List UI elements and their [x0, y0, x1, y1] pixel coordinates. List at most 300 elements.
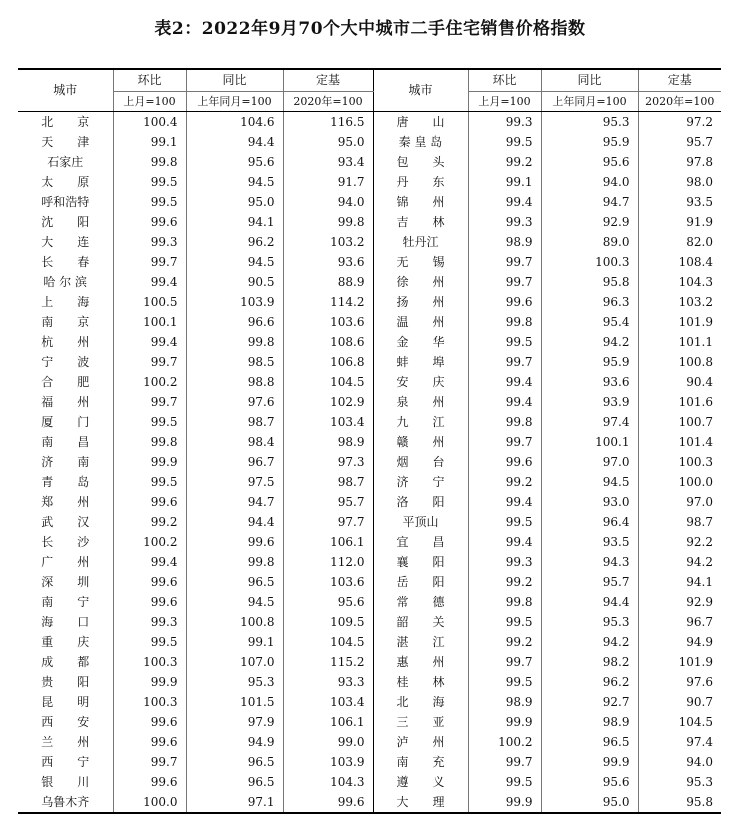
right-yoy-cell: 92.7	[541, 692, 638, 712]
right-city-cell: 湛 江	[373, 632, 468, 652]
left-yoy-cell: 98.7	[186, 412, 283, 432]
right-mom-cell: 99.9	[468, 712, 541, 732]
right-mom-cell: 99.1	[468, 172, 541, 192]
right-fixed-cell: 96.7	[686, 615, 713, 629]
left-mom-cell: 99.7	[113, 392, 186, 412]
left-yoy-cell: 97.1	[186, 792, 283, 813]
right-city-cell: 宜 昌	[373, 532, 468, 552]
left-mom-cell: 99.5	[113, 472, 186, 492]
table-row	[18, 752, 721, 772]
right-city-cell: 韶 关	[373, 612, 468, 632]
left-city-cell: 杭 州	[18, 332, 113, 352]
table-row	[18, 212, 721, 232]
left-fixed-cell: 106.8	[283, 352, 373, 372]
right-yoy-cell: 94.5	[541, 472, 638, 492]
left-city-cell: 长 沙	[18, 532, 113, 552]
right-fixed-cell: 92.2	[686, 535, 713, 549]
right-yoy-cell: 94.2	[541, 332, 638, 352]
left-mom-cell: 99.6	[113, 492, 186, 512]
left-fixed-cell: 106.1	[283, 712, 373, 732]
table-row	[18, 732, 721, 752]
left-city-cell: 武 汉	[18, 512, 113, 532]
left-mom-cell: 100.2	[113, 372, 186, 392]
right-city-cell: 秦 皇 岛	[373, 132, 468, 152]
right-fixed-cell: 101.9	[678, 655, 713, 669]
right-city-cell: 惠 州	[373, 652, 468, 672]
left-fixed-cell: 103.2	[283, 232, 373, 252]
right-mom-cell: 99.7	[468, 272, 541, 292]
right-mom-cell: 99.2	[468, 152, 541, 172]
left-yoy-cell: 95.6	[186, 152, 283, 172]
left-fixed-cell: 104.3	[283, 772, 373, 792]
left-yoy-cell: 94.1	[186, 212, 283, 232]
right-yoy-cell: 95.3	[541, 112, 638, 133]
right-city-cell: 襄 阳	[373, 552, 468, 572]
left-fixed-cell: 103.4	[283, 412, 373, 432]
right-yoy-cell: 93.6	[541, 372, 638, 392]
left-fixed-cell: 99.0	[283, 732, 373, 752]
left-city-cell: 南 京	[18, 312, 113, 332]
right-mom-cell: 99.4	[468, 372, 541, 392]
right-yoy-cell: 95.9	[541, 352, 638, 372]
right-yoy-cell: 96.5	[541, 732, 638, 752]
right-fixed-cell: 94.1	[686, 575, 713, 589]
right-mom-cell: 99.2	[468, 472, 541, 492]
left-yoy-cell: 96.2	[186, 232, 283, 252]
left-yoy-cell: 94.4	[186, 512, 283, 532]
left-mom-cell: 100.2	[113, 532, 186, 552]
right-yoy-cell: 95.7	[541, 572, 638, 592]
left-mom-cell: 99.8	[113, 152, 186, 172]
header-fixed-base-right: 2020年=100	[638, 92, 721, 112]
header-fixed-base: 2020年=100	[283, 92, 373, 112]
header-yoy-base: 上年同月=100	[186, 92, 283, 112]
right-mom-cell: 99.8	[468, 412, 541, 432]
left-yoy-cell: 94.5	[186, 592, 283, 612]
left-yoy-cell: 96.7	[186, 452, 283, 472]
left-fixed-cell: 116.5	[283, 112, 373, 133]
header-city-right: 城市	[373, 69, 468, 112]
left-city-cell: 乌鲁木齐	[18, 792, 113, 813]
left-yoy-cell: 98.4	[186, 432, 283, 452]
right-fixed-cell: 97.8	[686, 155, 713, 169]
left-mom-cell: 99.3	[113, 612, 186, 632]
right-mom-cell: 99.4	[468, 392, 541, 412]
left-mom-cell: 99.8	[113, 432, 186, 452]
right-yoy-cell: 95.3	[541, 612, 638, 632]
right-fixed-cell: 98.0	[686, 175, 713, 189]
left-city-cell: 大 连	[18, 232, 113, 252]
left-city-cell: 长 春	[18, 252, 113, 272]
left-city-cell: 哈 尔 滨	[18, 272, 113, 292]
table-row	[18, 132, 721, 152]
left-city-cell: 兰 州	[18, 732, 113, 752]
left-fixed-cell: 93.4	[283, 152, 373, 172]
table-row	[18, 712, 721, 732]
left-fixed-cell: 93.3	[283, 672, 373, 692]
left-yoy-cell: 98.5	[186, 352, 283, 372]
left-fixed-cell: 103.9	[283, 752, 373, 772]
right-city-cell: 徐 州	[373, 272, 468, 292]
right-mom-cell: 99.7	[468, 252, 541, 272]
right-city-cell: 温 州	[373, 312, 468, 332]
right-yoy-cell: 96.2	[541, 672, 638, 692]
left-yoy-cell: 94.7	[186, 492, 283, 512]
left-mom-cell: 99.6	[113, 212, 186, 232]
table-row	[18, 152, 721, 172]
table-row	[18, 512, 721, 532]
left-fixed-cell: 97.3	[283, 452, 373, 472]
right-yoy-cell: 96.3	[541, 292, 638, 312]
table-row	[18, 232, 721, 252]
left-city-cell: 成 都	[18, 652, 113, 672]
right-city-cell: 平顶山	[373, 512, 468, 532]
right-mom-cell: 99.3	[468, 552, 541, 572]
left-yoy-cell: 90.5	[186, 272, 283, 292]
left-fixed-cell: 94.0	[283, 192, 373, 212]
left-fixed-cell: 91.7	[283, 172, 373, 192]
right-yoy-cell: 94.2	[541, 632, 638, 652]
right-yoy-cell: 99.9	[541, 752, 638, 772]
left-fixed-cell: 98.7	[283, 472, 373, 492]
left-city-cell: 厦 门	[18, 412, 113, 432]
right-fixed-cell: 104.5	[678, 715, 713, 729]
header-mom: 环比	[113, 69, 186, 92]
left-yoy-cell: 97.9	[186, 712, 283, 732]
right-mom-cell: 99.5	[468, 772, 541, 792]
right-fixed-cell: 94.2	[686, 555, 713, 569]
header-yoy-base-right: 上年同月=100	[541, 92, 638, 112]
table-row	[18, 792, 721, 813]
table-row	[18, 492, 721, 512]
header-mom-base-right: 上月=100	[468, 92, 541, 112]
right-mom-cell: 99.2	[468, 572, 541, 592]
right-yoy-cell: 94.4	[541, 592, 638, 612]
table-row	[18, 312, 721, 332]
left-city-cell: 上 海	[18, 292, 113, 312]
table-row	[18, 172, 721, 192]
left-mom-cell: 99.7	[113, 252, 186, 272]
left-yoy-cell: 96.5	[186, 772, 283, 792]
left-yoy-cell: 99.8	[186, 552, 283, 572]
right-mom-cell: 99.4	[468, 492, 541, 512]
left-mom-cell: 99.4	[113, 272, 186, 292]
right-fixed-cell: 101.9	[678, 315, 713, 329]
right-fixed-cell: 101.4	[678, 435, 713, 449]
left-yoy-cell: 99.1	[186, 632, 283, 652]
right-mom-cell: 99.5	[468, 332, 541, 352]
left-fixed-cell: 99.6	[283, 792, 373, 813]
left-yoy-cell: 107.0	[186, 652, 283, 672]
right-fixed-cell: 101.6	[678, 395, 713, 409]
right-mom-cell: 99.4	[468, 192, 541, 212]
left-mom-cell: 99.9	[113, 672, 186, 692]
left-yoy-cell: 96.5	[186, 752, 283, 772]
right-fixed-cell: 100.8	[678, 355, 713, 369]
right-fixed-cell: 100.3	[678, 455, 713, 469]
header-yoy-right: 同比	[541, 69, 638, 92]
table-row	[18, 392, 721, 412]
right-city-cell: 岳 阳	[373, 572, 468, 592]
right-mom-cell: 99.6	[468, 292, 541, 312]
right-yoy-cell: 96.4	[541, 512, 638, 532]
table-row	[18, 272, 721, 292]
left-city-cell: 北 京	[18, 112, 113, 133]
left-city-cell: 石家庄	[18, 152, 113, 172]
left-yoy-cell: 100.8	[186, 612, 283, 632]
left-yoy-cell: 103.9	[186, 292, 283, 312]
left-yoy-cell: 95.0	[186, 192, 283, 212]
left-mom-cell: 100.3	[113, 652, 186, 672]
left-mom-cell: 99.9	[113, 452, 186, 472]
right-city-cell: 三 亚	[373, 712, 468, 732]
table-row	[18, 112, 721, 133]
left-mom-cell: 100.0	[113, 792, 186, 813]
right-fixed-cell: 100.0	[678, 475, 713, 489]
right-fixed-cell: 100.7	[678, 415, 713, 429]
table-row	[18, 332, 721, 352]
left-city-cell: 海 口	[18, 612, 113, 632]
right-mom-cell: 99.9	[468, 792, 541, 813]
left-yoy-cell: 94.5	[186, 252, 283, 272]
table-row	[18, 632, 721, 652]
right-city-cell: 吉 林	[373, 212, 468, 232]
right-yoy-cell: 95.6	[541, 152, 638, 172]
left-yoy-cell: 97.6	[186, 392, 283, 412]
right-mom-cell: 99.8	[468, 592, 541, 612]
right-fixed-cell: 98.7	[686, 515, 713, 529]
table-row	[18, 292, 721, 312]
left-mom-cell: 100.4	[113, 112, 186, 133]
left-fixed-cell: 93.6	[283, 252, 373, 272]
left-fixed-cell: 95.7	[283, 492, 373, 512]
left-mom-cell: 99.4	[113, 552, 186, 572]
table-row	[18, 452, 721, 472]
left-fixed-cell: 112.0	[283, 552, 373, 572]
table-row	[18, 572, 721, 592]
table-row	[18, 692, 721, 712]
right-yoy-cell: 93.9	[541, 392, 638, 412]
left-fixed-cell: 95.0	[283, 132, 373, 152]
left-city-cell: 南 昌	[18, 432, 113, 452]
left-mom-cell: 99.6	[113, 592, 186, 612]
left-mom-cell: 99.7	[113, 352, 186, 372]
left-fixed-cell: 88.9	[283, 272, 373, 292]
left-yoy-cell: 94.9	[186, 732, 283, 752]
right-city-cell: 蚌 埠	[373, 352, 468, 372]
right-yoy-cell: 93.0	[541, 492, 638, 512]
left-mom-cell: 100.1	[113, 312, 186, 332]
left-mom-cell: 99.6	[113, 572, 186, 592]
left-fixed-cell: 109.5	[283, 612, 373, 632]
right-yoy-cell: 98.2	[541, 652, 638, 672]
price-index-table	[18, 68, 721, 814]
left-fixed-cell: 108.6	[283, 332, 373, 352]
left-mom-cell: 99.5	[113, 172, 186, 192]
table-row	[18, 352, 721, 372]
header-mom-base: 上月=100	[113, 92, 186, 112]
right-city-cell: 泸 州	[373, 732, 468, 752]
right-mom-cell: 99.5	[468, 132, 541, 152]
right-city-cell: 扬 州	[373, 292, 468, 312]
left-city-cell: 南 宁	[18, 592, 113, 612]
left-fixed-cell: 114.2	[283, 292, 373, 312]
left-city-cell: 济 南	[18, 452, 113, 472]
right-city-cell: 丹 东	[373, 172, 468, 192]
right-fixed-cell: 95.8	[638, 792, 721, 813]
right-yoy-cell: 94.7	[541, 192, 638, 212]
right-yoy-cell: 95.9	[541, 132, 638, 152]
left-city-cell: 重 庆	[18, 632, 113, 652]
left-mom-cell: 99.4	[113, 332, 186, 352]
table-row	[18, 372, 721, 392]
left-city-cell: 广 州	[18, 552, 113, 572]
right-city-cell: 烟 台	[373, 452, 468, 472]
right-fixed-cell: 108.4	[678, 255, 713, 269]
table-row	[18, 432, 721, 452]
left-fixed-cell: 115.2	[283, 652, 373, 672]
left-fixed-cell: 104.5	[283, 372, 373, 392]
left-yoy-cell: 101.5	[186, 692, 283, 712]
left-yoy-cell: 95.3	[186, 672, 283, 692]
left-mom-cell: 99.1	[113, 132, 186, 152]
table-row	[18, 412, 721, 432]
left-mom-cell: 99.7	[113, 752, 186, 772]
right-mom-cell: 98.9	[468, 232, 541, 252]
right-yoy-cell: 89.0	[541, 232, 638, 252]
right-city-cell: 桂 林	[373, 672, 468, 692]
left-yoy-cell: 94.4	[186, 132, 283, 152]
left-fixed-cell: 97.7	[283, 512, 373, 532]
right-mom-cell: 98.9	[468, 692, 541, 712]
right-mom-cell: 99.6	[468, 452, 541, 472]
left-mom-cell: 99.5	[113, 412, 186, 432]
left-yoy-cell: 96.5	[186, 572, 283, 592]
right-city-cell: 唐 山	[373, 112, 468, 133]
right-yoy-cell: 94.0	[541, 172, 638, 192]
right-city-cell: 锦 州	[373, 192, 468, 212]
right-yoy-cell: 93.5	[541, 532, 638, 552]
left-city-cell: 福 州	[18, 392, 113, 412]
left-mom-cell: 99.6	[113, 732, 186, 752]
left-city-cell: 贵 阳	[18, 672, 113, 692]
right-fixed-cell: 82.0	[686, 235, 713, 249]
right-fixed-cell: 101.1	[678, 335, 713, 349]
left-city-cell: 天 津	[18, 132, 113, 152]
right-mom-cell: 99.5	[468, 612, 541, 632]
right-yoy-cell: 100.3	[541, 252, 638, 272]
right-fixed-cell: 103.2	[678, 295, 713, 309]
right-fixed-cell: 94.9	[686, 635, 713, 649]
right-fixed-cell: 97.4	[686, 735, 713, 749]
left-fixed-cell: 106.1	[283, 532, 373, 552]
right-fixed-cell: 90.7	[686, 695, 713, 709]
left-mom-cell: 99.6	[113, 772, 186, 792]
right-fixed-cell: 97.0	[686, 495, 713, 509]
right-city-cell: 常 德	[373, 592, 468, 612]
right-fixed-cell: 94.0	[686, 755, 713, 769]
right-fixed-cell: 97.6	[686, 675, 713, 689]
left-yoy-cell: 104.6	[186, 112, 283, 133]
left-city-cell: 银 川	[18, 772, 113, 792]
left-city-cell: 宁 波	[18, 352, 113, 372]
left-fixed-cell: 98.9	[283, 432, 373, 452]
table-row	[18, 592, 721, 612]
left-yoy-cell: 96.6	[186, 312, 283, 332]
right-city-cell: 北 海	[373, 692, 468, 712]
right-city-cell: 金 华	[373, 332, 468, 352]
right-mom-cell: 99.3	[468, 112, 541, 133]
table-row	[18, 612, 721, 632]
right-yoy-cell: 95.6	[541, 772, 638, 792]
left-city-cell: 呼和浩特	[18, 192, 113, 212]
right-mom-cell: 100.2	[468, 732, 541, 752]
header-mom-right: 环比	[468, 69, 541, 92]
table-row	[18, 472, 721, 492]
right-yoy-cell: 95.8	[541, 272, 638, 292]
right-mom-cell: 99.3	[468, 212, 541, 232]
left-yoy-cell: 99.8	[186, 332, 283, 352]
left-fixed-cell: 103.6	[283, 572, 373, 592]
right-city-cell: 九 江	[373, 412, 468, 432]
left-mom-cell: 99.5	[113, 632, 186, 652]
right-city-cell: 牡丹江	[373, 232, 468, 252]
left-fixed-cell: 102.9	[283, 392, 373, 412]
table-title: 表2：2022年9月70个大中城市二手住宅销售价格指数	[154, 19, 586, 39]
left-mom-cell: 100.3	[113, 692, 186, 712]
left-mom-cell: 99.2	[113, 512, 186, 532]
right-mom-cell: 99.8	[468, 312, 541, 332]
right-mom-cell: 99.7	[468, 432, 541, 452]
left-city-cell: 郑 州	[18, 492, 113, 512]
left-yoy-cell: 99.6	[186, 532, 283, 552]
left-fixed-cell: 104.5	[283, 632, 373, 652]
left-city-cell: 西 安	[18, 712, 113, 732]
right-fixed-cell: 92.9	[686, 595, 713, 609]
table-row	[18, 252, 721, 272]
right-yoy-cell: 95.4	[541, 312, 638, 332]
left-city-cell: 合 肥	[18, 372, 113, 392]
left-city-cell: 西 宁	[18, 752, 113, 772]
right-city-cell: 赣 州	[373, 432, 468, 452]
right-city-cell: 南 充	[373, 752, 468, 772]
right-fixed-cell: 95.7	[686, 135, 713, 149]
right-fixed-cell: 104.3	[678, 275, 713, 289]
left-city-cell: 青 岛	[18, 472, 113, 492]
right-city-cell: 包 头	[373, 152, 468, 172]
right-city-cell: 无 锡	[373, 252, 468, 272]
left-city-cell: 昆 明	[18, 692, 113, 712]
right-city-cell: 遵 义	[373, 772, 468, 792]
left-fixed-cell: 99.8	[283, 212, 373, 232]
right-yoy-cell: 97.4	[541, 412, 638, 432]
right-yoy-cell: 95.0	[541, 792, 638, 813]
right-yoy-cell: 100.1	[541, 432, 638, 452]
left-mom-cell: 100.5	[113, 292, 186, 312]
right-city-cell: 济 宁	[373, 472, 468, 492]
left-fixed-cell: 103.6	[283, 312, 373, 332]
right-fixed-cell: 97.2	[686, 115, 713, 129]
table-row	[18, 672, 721, 692]
left-city-cell: 太 原	[18, 172, 113, 192]
left-mom-cell: 99.5	[113, 192, 186, 212]
right-mom-cell: 99.5	[468, 672, 541, 692]
header-fixed-right: 定基	[638, 69, 721, 92]
header-yoy: 同比	[186, 69, 283, 92]
table-row	[18, 652, 721, 672]
right-mom-cell: 99.7	[468, 752, 541, 772]
right-fixed-cell: 90.4	[686, 375, 713, 389]
